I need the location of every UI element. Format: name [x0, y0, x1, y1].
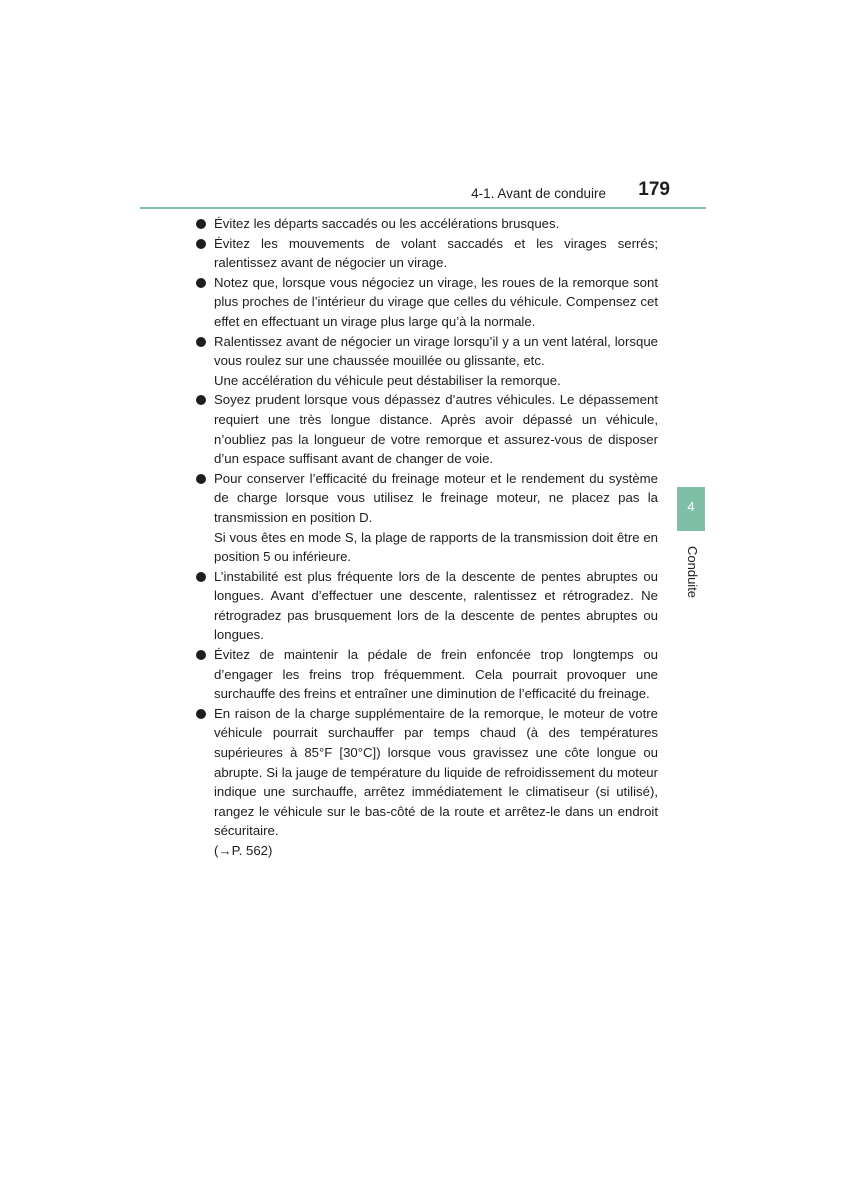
item-paragraph: Notez que, lorsque vous négociez un virage, les roues de la remorque sont plus proches de l’intérieur du virage que celles du véhicule. Compensez cet effet en effectuant un virage plus large qu’à la normale.: [214, 274, 658, 329]
list-item: [196, 234, 658, 273]
bullet-icon: [196, 337, 206, 347]
list-item: [196, 273, 658, 332]
bullet-icon: [196, 278, 206, 288]
item-paragraph: L’instabilité est plus fréquente lors de la descente de pentes abruptes ou longues. Avant d’effectuer une descente, ralentissez et rétrogradez. Ne rétrogradez pas brusquement lors de la descente de pentes abruptes ou longues.: [214, 568, 658, 643]
item-paragraph: Évitez les départs saccadés ou les accélérations brusques.: [214, 216, 560, 231]
page-header: [140, 178, 706, 206]
chapter-label: Conduite: [685, 546, 700, 599]
item-paragraph: Si vous êtes en mode S, la plage de rapports de la transmission doit être en position 5 ou inférieure.: [214, 529, 658, 565]
item-paragraph: Évitez de maintenir la pédale de frein enfoncée trop longtemps ou d’engager les freins trop fréquemment. Cela pourrait provoquer une surchauffe des freins et entraîner une diminution de l’efficacité du freinage.: [214, 647, 658, 702]
item-paragraph: Évitez les mouvements de volant saccadés et les virages serrés; ralentissez avant de négocier un virage.: [214, 235, 658, 271]
item-paragraph: En raison de la charge supplémentaire de la remorque, le moteur de votre véhicule pourrait surchauffer par temps chaud (à des températures supérieures à 85°F [30°C]) lorsque vous gravissez une côte longue ou abrupte. Si la jauge de température du liquide de refroidissement du moteur indique une surchauffe, arrêtez immédiatement le climatiseur (si utilisé), rangez le véhicule sur le bas-côté de la route et arrêtez-le dans un endroit sécuritaire.: [214, 705, 658, 839]
bullet-icon: [196, 650, 206, 660]
bullet-icon: [196, 219, 206, 229]
bullet-list: [196, 214, 658, 861]
bullet-icon: [196, 395, 206, 405]
item-paragraph: Pour conserver l’efficacité du freinage moteur et le rendement du système de charge lorsque vous utilisez le freinage moteur, ne placez pas la transmission en position D.: [214, 470, 658, 525]
list-item: [196, 332, 658, 391]
list-item: [196, 645, 658, 704]
header-divider: [140, 207, 706, 209]
list-item: [196, 469, 658, 567]
bullet-icon: [196, 572, 206, 582]
item-paragraph: Soyez prudent lorsque vous dépassez d’autres véhicules. Le dépassement requiert une très longue distance. Après avoir dépassé un véhicule, n’oubliez pas la longueur de votre remorque et assurez-vous de disposer d’un espace suffisant avant de changer de voie.: [214, 392, 658, 467]
chapter-tab: 4: [677, 487, 705, 531]
bullet-icon: [196, 709, 206, 719]
item-paragraph: Une accélération du véhicule peut déstabiliser la remorque.: [214, 372, 561, 388]
page-number: 179: [638, 179, 670, 200]
bullet-icon: [196, 474, 206, 484]
item-paragraph: (→P. 562): [214, 843, 273, 858]
list-item: [196, 214, 658, 234]
list-item: [196, 390, 658, 468]
list-item: [196, 567, 658, 645]
section-title: 4-1. Avant de conduire: [471, 186, 606, 201]
item-paragraph: Ralentissez avant de négocier un virage lorsqu’il y a un vent latéral, lorsque vous roulez sur une chaussée mouillée ou glissante, etc.: [214, 333, 658, 369]
bullet-icon: [196, 239, 206, 249]
list-item: [196, 704, 658, 861]
